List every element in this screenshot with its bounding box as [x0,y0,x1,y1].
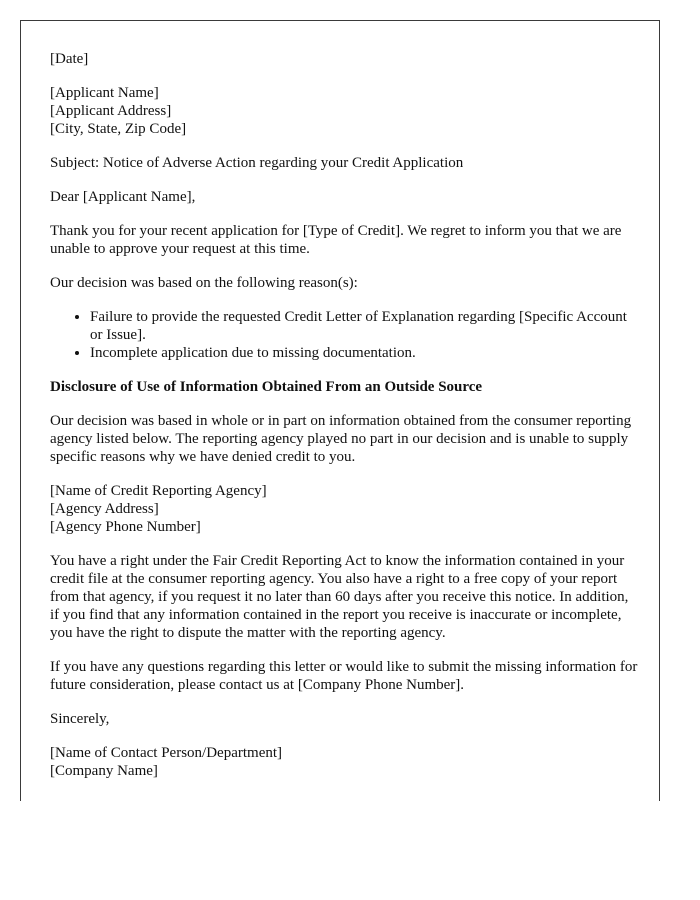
applicant-city-state-zip: [City, State, Zip Code] [50,121,187,137]
letter-salutation: Dear [Applicant Name], [50,189,196,205]
reason-item: • Incomplete application due to missing documentation. [90,344,640,362]
reason-item: • Failure to provide the requested Credit Letter of Explanation regarding [Specific Account or Issue]. [90,308,640,344]
disclosure-heading: Disclosure of Use of Information Obtained From an Outside Source [50,379,483,395]
letter-date: [Date] [50,51,89,67]
applicant-address-block [50,84,640,138]
questions-paragraph: If you have any questions regarding this letter or would like to submit the missing information for future consideration, please contact us at [Company Phone Number]. [50,659,638,693]
signature-contact: [Name of Contact Person/Department] [50,745,283,761]
signature-company: [Company Name] [50,763,158,779]
signature-block [50,744,640,780]
applicant-address: [Applicant Address] [50,103,172,119]
agency-address: [Agency Address] [50,501,159,517]
letter-page [20,20,660,801]
letter-body [50,50,640,796]
agency-phone: [Agency Phone Number] [50,519,201,535]
letter-subject: Subject: Notice of Adverse Action regarding your Credit Application [50,155,464,171]
applicant-name: [Applicant Name] [50,85,159,101]
reasons-list [50,308,640,362]
intro-paragraph: Thank you for your recent application for [Type of Credit]. We regret to inform you that we are unable to approve your request at this time. [50,223,622,257]
disclosure-paragraph: Our decision was based in whole or in part on information obtained from the consumer reporting agency listed below. The reporting agency played no part in our decision and is unable to supply specific reasons why we have denied credit to you. [50,413,632,465]
letter-closing: Sincerely, [50,711,110,727]
agency-name: [Name of Credit Reporting Agency] [50,483,267,499]
reasons-intro: Our decision was based on the following reason(s): [50,275,358,291]
rights-paragraph: You have a right under the Fair Credit Reporting Act to know the information contained in your credit file at the consumer reporting agency. You also have a right to a free copy of your report from that agency, if you request it no later than 60 days after you receive this notice. In addition, if you find that any information contained in the report you receive is inaccurate or incomplete, you have the right to dispute the matter with the reporting agency. [50,553,629,641]
agency-block [50,482,640,536]
